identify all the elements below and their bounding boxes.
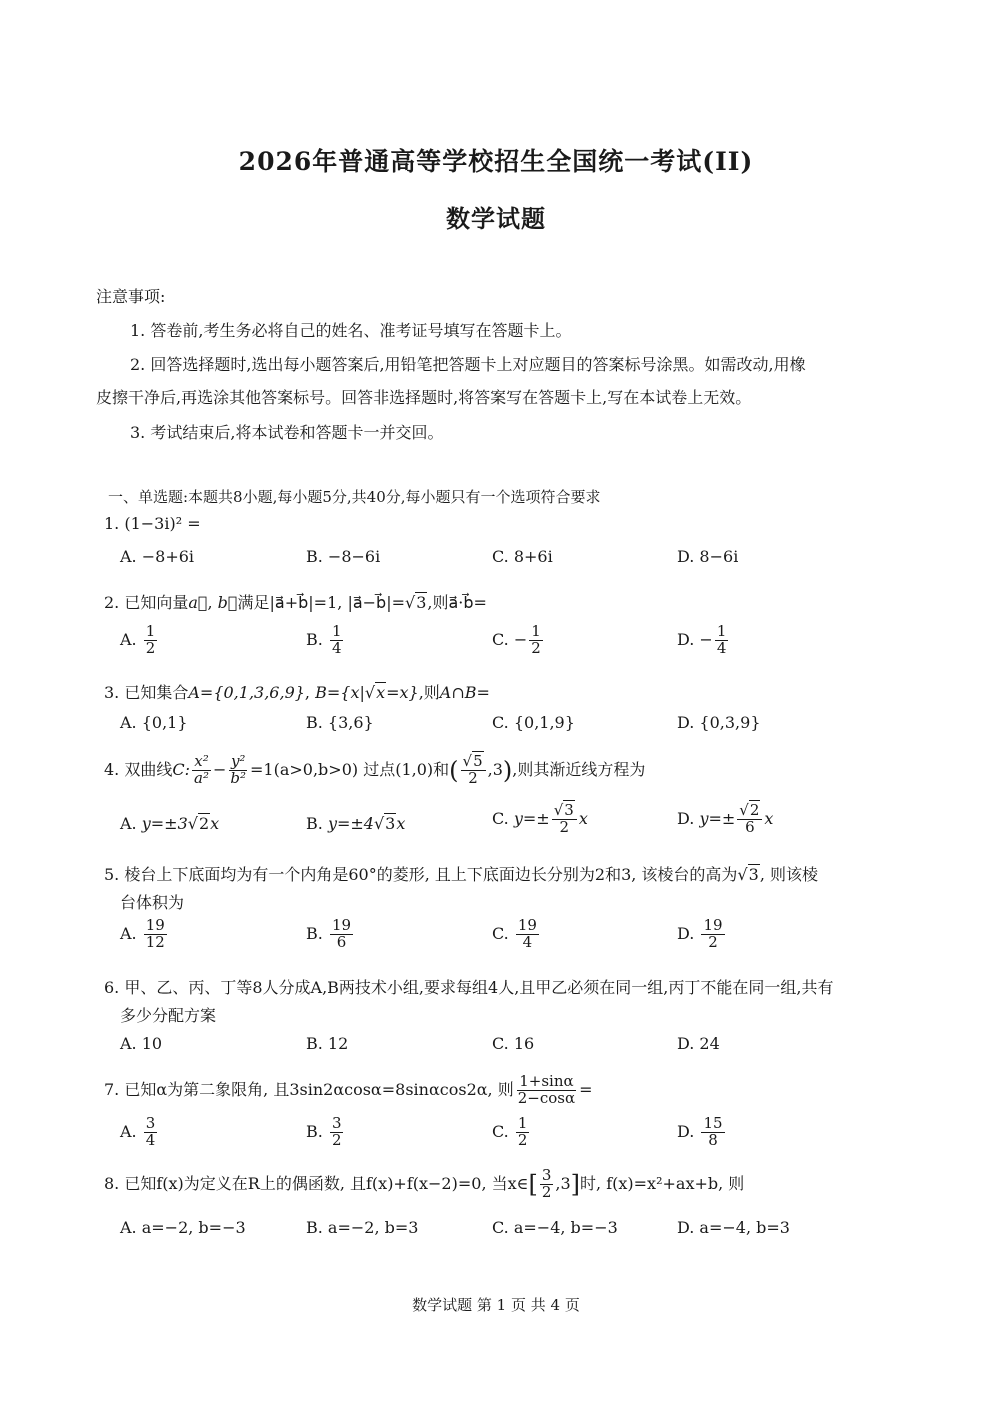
q6-option-d: D. 24 [677, 1034, 720, 1053]
q3-option-a: A. {0,1} [120, 713, 188, 732]
q7-option-b: B. $\frac{3}{2}$ [306, 1114, 342, 1149]
q5-option-d: D. $\frac{19}{2}$ [677, 916, 723, 951]
notice-item-2-cont: 皮擦干净后,再选涂其他答案标号。回答非选择题时,将答案写在答题卡上,写在本试卷上无效。 [96, 388, 752, 407]
question-2-stem: 2. 已知向量a⃗, b⃗满足|a⃗+b⃗|=1, |a⃗−b⃗|=√3,则a⃗·b⃗= [104, 593, 487, 612]
q1-option-d: D. 8−6i [677, 547, 739, 566]
q5-option-c: C. $\frac{19}{4}$ [492, 916, 537, 951]
q4-option-c: C. y=± $\frac{√3}{2}$ x [492, 801, 588, 836]
question-5-stem: 5. 棱台上下底面均为有一个内角是60°的菱形, 且上下底面边长分别为2和3, 该棱台的高为√3, 则该棱 [104, 865, 818, 884]
question-6-stem: 6. 甲、乙、丙、丁等8人分成A,B两技术小组,要求每组4人,且甲乙必须在同一组,丙丁不能在同一组,共有 [104, 978, 834, 997]
notice-heading: 注意事项: [96, 287, 166, 306]
q8-option-b: B. a=−2, b=3 [306, 1218, 419, 1237]
exam-subtitle: 数学试题 [446, 204, 546, 233]
q3-option-b: B. {3,6} [306, 713, 374, 732]
q6-option-a: A. 10 [120, 1034, 163, 1053]
q8-option-c: C. a=−4, b=−3 [492, 1218, 618, 1237]
q2-option-c: C. − $\frac{1}{2}$ [492, 622, 541, 657]
q7-option-d: D. $\frac{15}{8}$ [677, 1114, 723, 1149]
question-4-stem: 4. 双曲线C: $\frac{\text{x²}}{\text{a²}}$ − $\frac{\text{y²}}{\text{b²}}$ =1(a>0,b>0) 过点(1,0)和( $\frac{√5}{2}$ ,3),则其渐近线方程为 [104, 752, 646, 787]
q2-option-a: A. $\frac{1}{2}$ [120, 622, 156, 657]
q7-option-a: A. $\frac{3}{4}$ [120, 1114, 156, 1149]
section-heading: 一、单选题:本题共8小题,每小题5分,共40分,每小题只有一个选项符合要求 [108, 488, 601, 506]
q1-option-b: B. −8−6i [306, 547, 381, 566]
notice-item-2: 2. 回答选择题时,选出每小题答案后,用铅笔把答题卡上对应题目的答案标号涂黑。如需改动,用橡 [130, 355, 806, 374]
notice-item-1: 1. 答卷前,考生务必将自己的姓名、准考证号填写在答题卡上。 [130, 321, 572, 340]
exam-title: 2026年普通高等学校招生全国统一考试(II) [238, 147, 754, 176]
q5-option-a: A. $\frac{19}{12}$ [120, 916, 165, 951]
q1-option-c: C. 8+6i [492, 547, 553, 566]
q6-option-b: B. 12 [306, 1034, 349, 1053]
q4-option-b: B. y=±4√3x [306, 814, 406, 833]
q3-option-c: C. {0,1,9} [492, 713, 575, 732]
question-8-stem: 8. 已知f(x)为定义在R上的偶函数, 且f(x)+f(x−2)=0, 当x∈[ $\frac{3}{2}$ ,3]时, f(x)=x²+ax+b, 则 [104, 1166, 745, 1201]
q2-option-b: B. $\frac{1}{4}$ [306, 622, 342, 657]
q3-option-d: D. {0,3,9} [677, 713, 761, 732]
sqrt-symbol: √ [405, 593, 416, 612]
question-6-stem-cont: 多少分配方案 [120, 1006, 217, 1025]
page-footer: 数学试题 第 1 页 共 4 页 [412, 1296, 580, 1314]
sqrt-symbol: √ [364, 683, 376, 702]
notice-item-3: 3. 考试结束后,将本试卷和答题卡一并交回。 [130, 423, 444, 442]
question-5-stem-cont: 台体积为 [120, 893, 185, 912]
q6-option-c: C. 16 [492, 1034, 535, 1053]
q1-option-a: A. −8+6i [120, 547, 195, 566]
question-1-stem: 1. (1−3i)² = [104, 514, 201, 533]
q5-option-b: B. $\frac{19}{6}$ [306, 916, 352, 951]
q8-option-a: A. a=−2, b=−3 [120, 1218, 246, 1237]
q4-option-a: A. y=±3√2x [120, 814, 220, 833]
q4-option-d: D. y=± $\frac{√2}{6}$ x [677, 801, 774, 836]
question-3-stem: 3. 已知集合A={0,1,3,6,9}, B={x|√x=x},则A∩B= [104, 683, 490, 702]
q7-option-c: C. $\frac{1}{2}$ [492, 1114, 528, 1149]
question-7-stem: 7. 已知α为第二象限角, 且3sin2αcosα=8sinαcos2α, 则 $\frac{1+\sin\alpha}{2-\cos\alpha}$ = [104, 1072, 593, 1107]
q2-option-d: D. − $\frac{1}{4}$ [677, 622, 727, 657]
q8-option-d: D. a=−4, b=3 [677, 1218, 790, 1237]
